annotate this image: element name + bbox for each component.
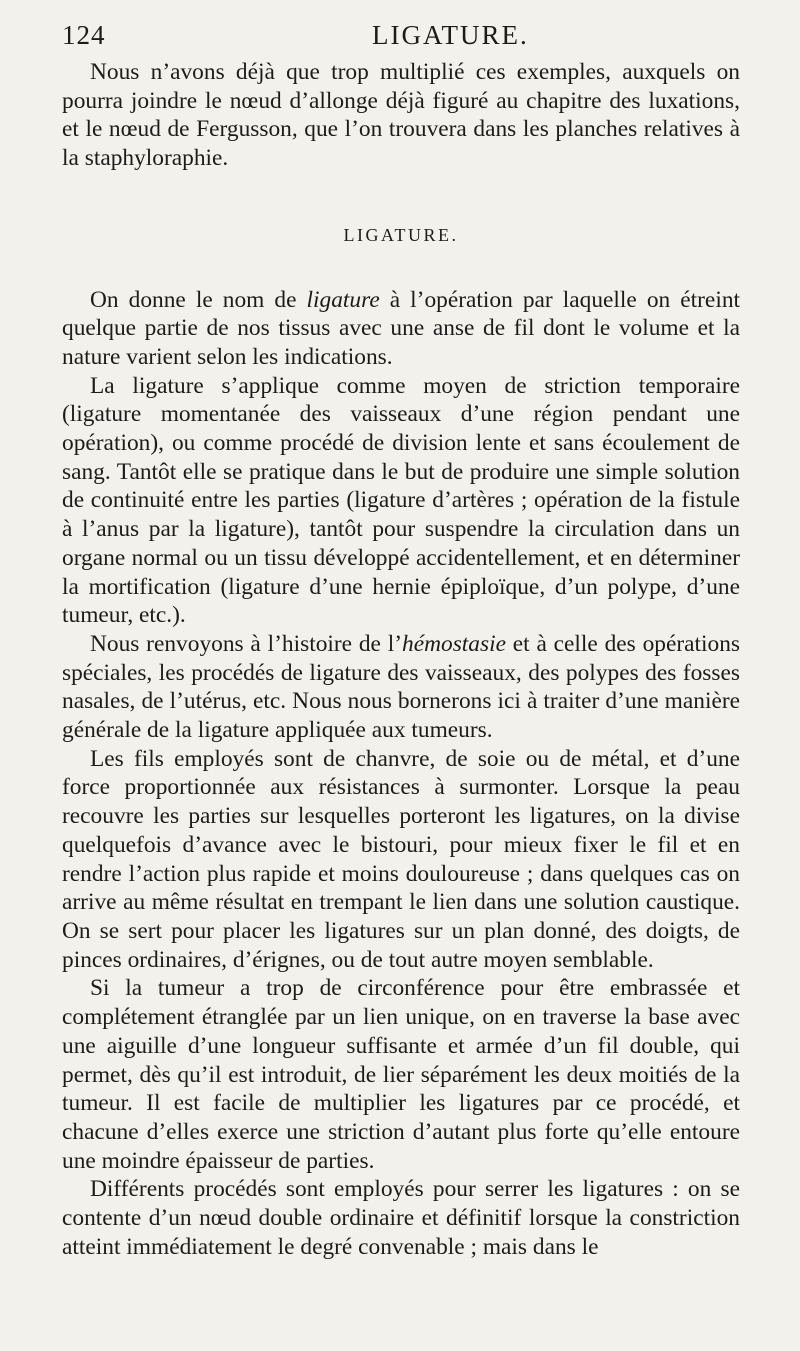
definition-lead: On donne le nom de xyxy=(90,286,307,313)
section-heading: LIGATURE. xyxy=(343,224,459,245)
renvoi-term: hémostasie xyxy=(402,630,506,657)
renvoi-lead: Nous renvoyons à l’histoire de l’ xyxy=(90,630,403,657)
renvoi-rest: et à celle des opérations spéciales, les procédés de ligature des vaisseaux, des polypes des fosses nasales, de l’utérus, etc. Nous nous bornerons ici à traiter d’une manière générale de la ligature appliquée aux tumeurs. xyxy=(62,630,741,744)
application-paragraph: La ligature s’applique comme moyen de striction temporaire (ligature momentanée des vaisseaux d’une région pendant une opération), ou comme procédé de division lente et sans écoulement de sang. Tantôt elle se pratique dans le but de produire une simple solution de continuité entre les parties (ligature d’artères ; opération de la fistule à l’anus par la ligature), tantôt pour suspendre la circulation dans un organe normal ou un tissu développé accidentellement, et en déterminer la mortification (ligature d’une hernie épiploïque, d’un polype, d’une tumeur, etc.). xyxy=(62,372,740,629)
page-header xyxy=(62,20,738,56)
definition-rest: à l’opération par laquelle on étreint quelque partie de nos tissus avec une anse de fil dont le volume et la nature varient selon les indications. xyxy=(62,286,741,370)
fils-paragraph: Les fils employés sont de chanvre, de soie ou de métal, et d’une force proportionnée aux résistances à surmonter. Lorsque la peau recouvre les parties sur lesquelles porteront les ligatures, on la divise quelquefois d’avance avec le bistouri, pour mieux fixer le fil et en rendre l’action plus rapide et moins douloureuse ; dans quelques cas on arrive au même résultat en trempant le lien dans une solution caustique. On se sert pour placer les ligatures sur un plan donné, des doigts, de pinces ordinaires, d’érignes, ou de tout autre moyen semblable. xyxy=(62,745,740,973)
page-number: 124 xyxy=(62,20,106,50)
renvoi-paragraph xyxy=(62,630,740,745)
body-text xyxy=(62,58,740,1261)
tumeur-paragraph: Si la tumeur a trop de circonférence pour être embrassée et complétement étranglée par un lien unique, on en traverse la base avec une aiguille d’une longueur suffisante et armée d’un fil double, qui permet, dès qu’il est introduit, de lier séparément les deux moitiés de la tumeur. Il est facile de multiplier les ligatures par ce procédé, et chacune d’elles exerce une striction d’autant plus forte qu’elle entoure une moindre épaisseur de parties. xyxy=(62,975,740,1174)
intro-paragraph: Nous n’avons déjà que trop multiplié ces exemples, auxquels on pourra joindre le nœud d’allonge déjà figuré au chapitre des luxations, et le nœud de Fergusson, que l’on trouvera dans les planches relatives à la staphyloraphie. xyxy=(62,59,740,172)
running-title: LIGATURE. xyxy=(372,20,529,50)
definition-term: ligature xyxy=(306,286,380,313)
procedes-paragraph: Différents procédés sont employés pour serrer les ligatures : on se contente d’un nœud double ordinaire et définitif lorsque la constriction atteint immédiatement le degré convenable ; mais dans le xyxy=(62,1176,740,1260)
definition-paragraph xyxy=(62,286,740,372)
